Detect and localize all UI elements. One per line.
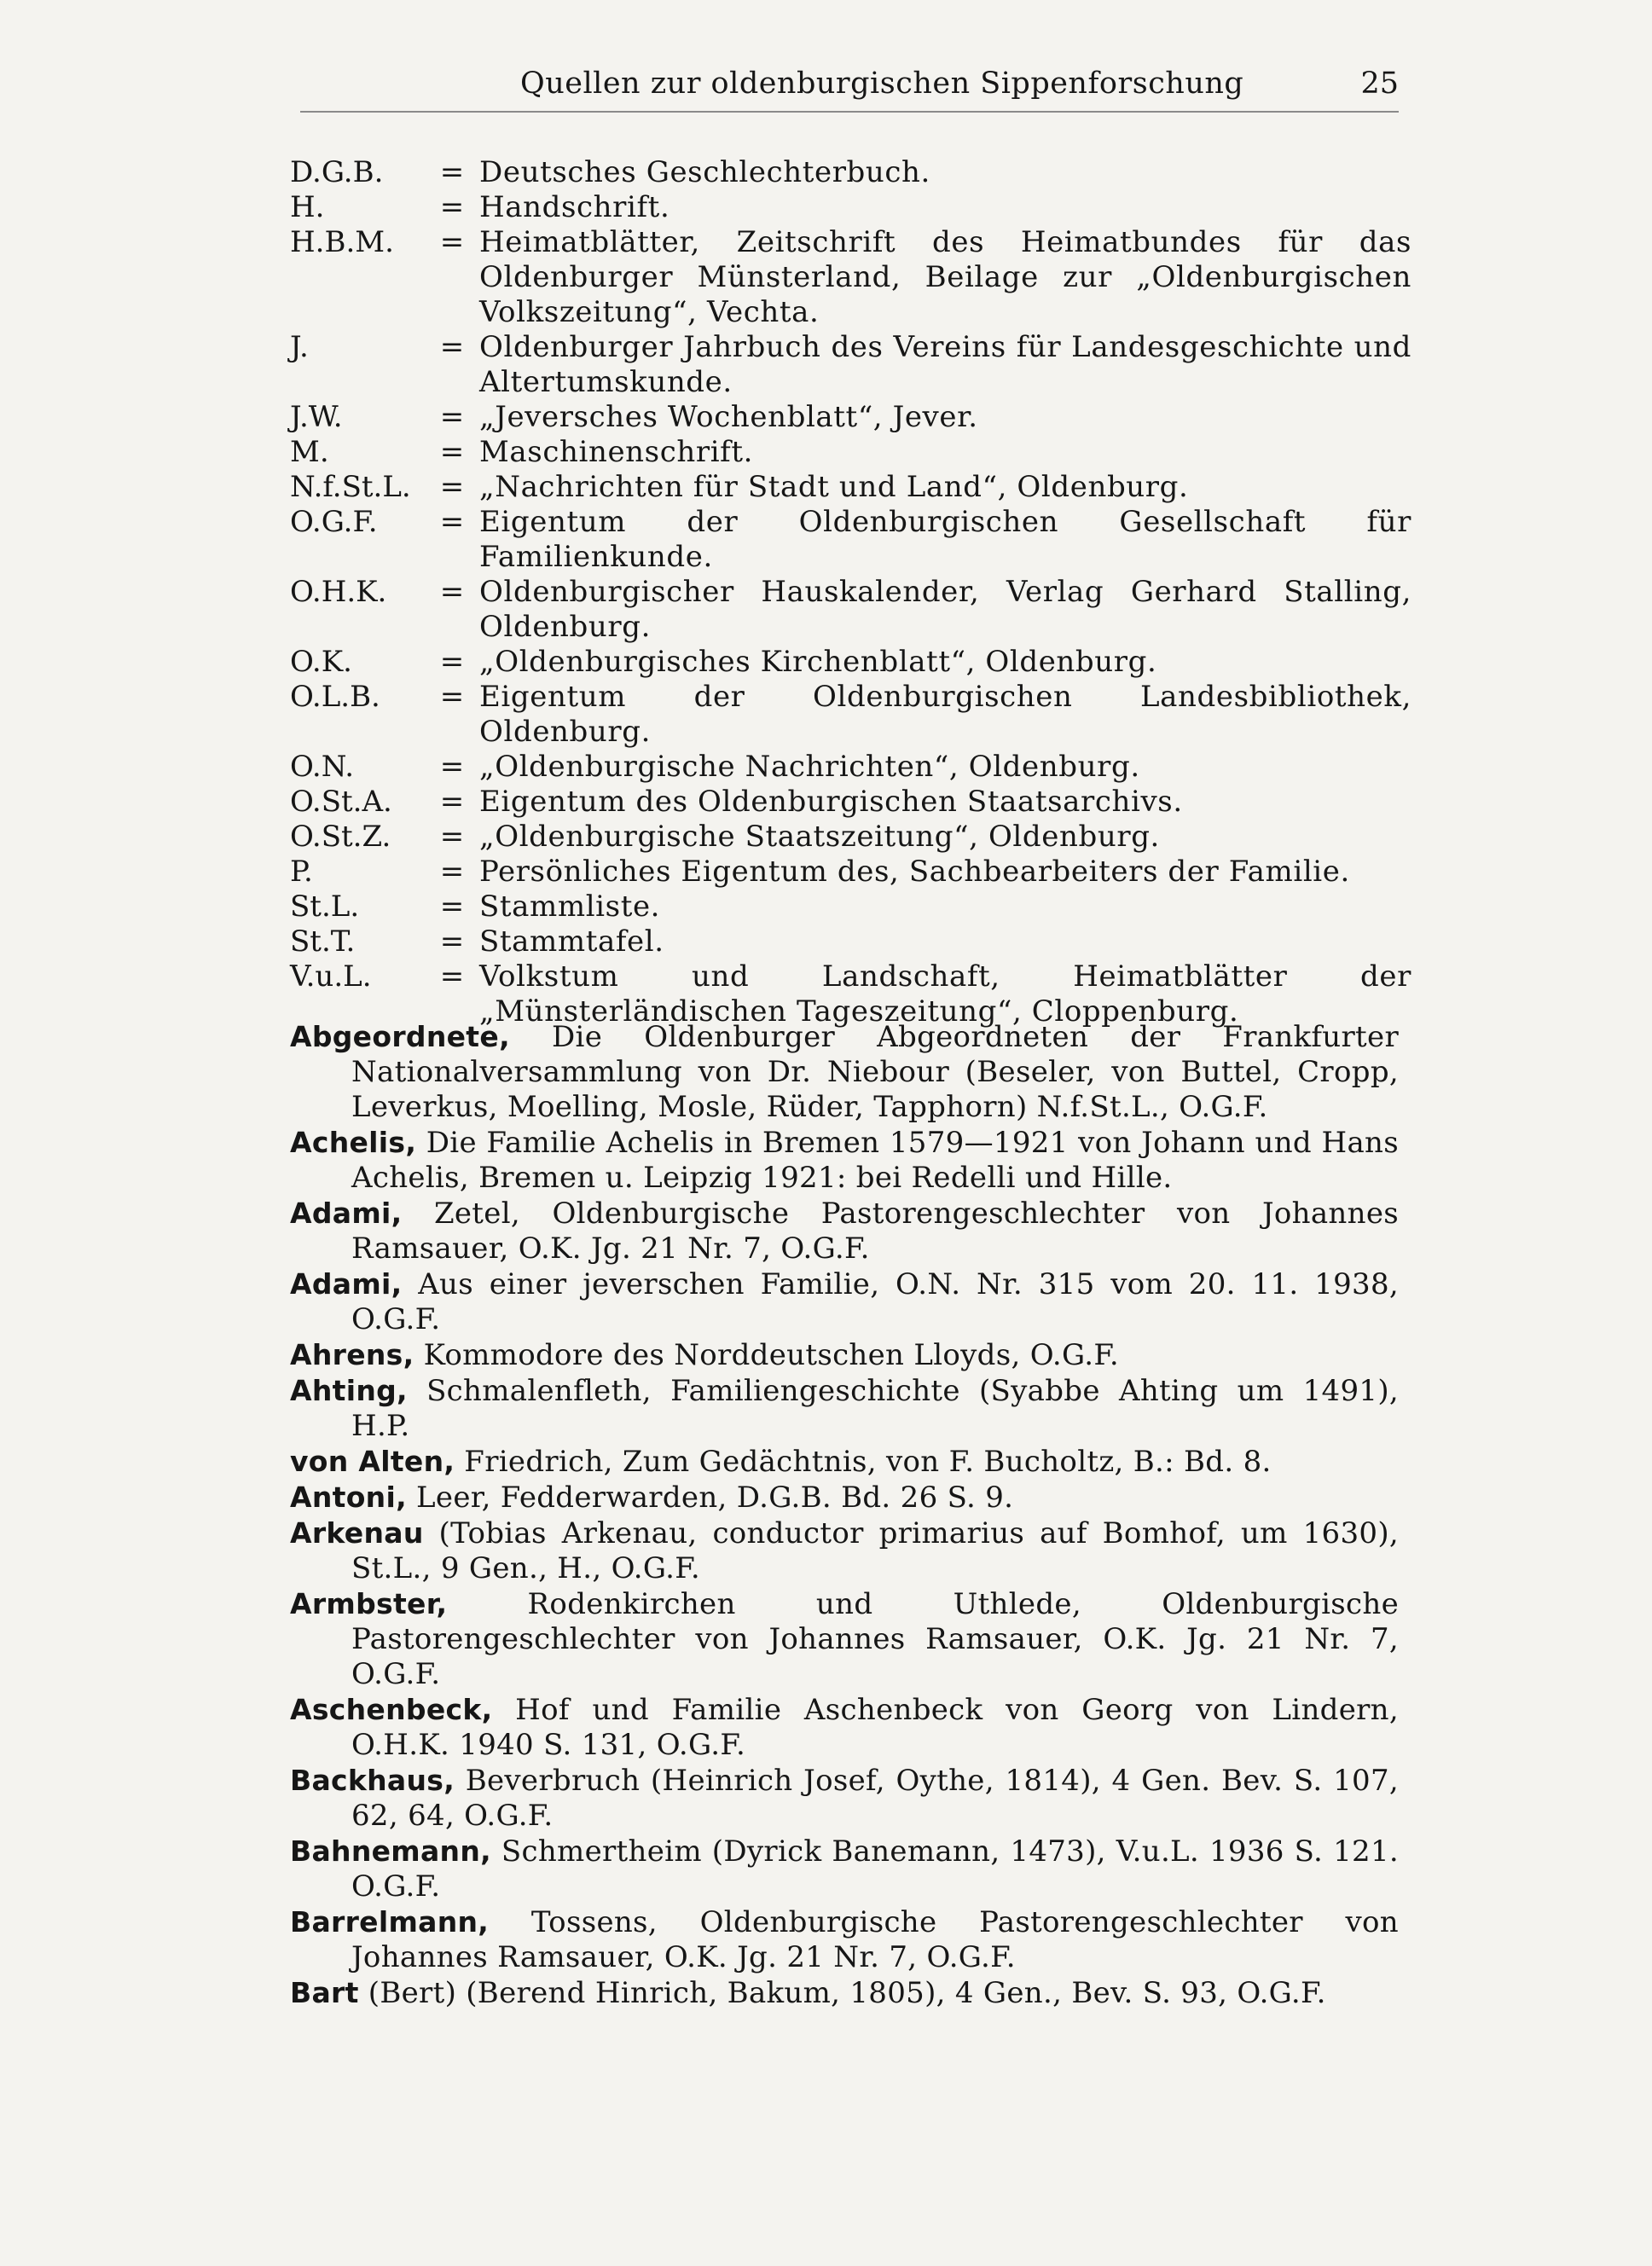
abbreviation-definition: Oldenburgischer Hauskalender, Verlag Gerhard Stalling, Oldenburg. [479,575,1411,644]
entry-keyword: von Alten, [290,1445,455,1478]
entry-keyword: Abgeordnete, [290,1020,510,1053]
entry-keyword: Ahrens, [290,1338,414,1371]
abbreviation-definition: Heimatblätter, Zeitschrift des Heimatbundes für das Oldenburger Münsterland, Beilage zur „Oldenburgischen Volkszeitung“, Vechta. [479,225,1411,329]
entry-text: (Bert) (Berend Hinrich, Bakum, 1805), 4 Gen., Bev. S. 93, O.G.F. [358,1976,1326,2010]
entry-keyword: Adami, [290,1197,403,1230]
bibliography-entry [290,1586,1399,1692]
abbreviation-row [290,785,1411,820]
bibliography-entries [290,1019,1399,2011]
equals-sign: = [439,924,465,959]
entry-text: Friedrich, Zum Gedächtnis, von F. Bucholtz, B.: Bd. 8. [455,1445,1272,1479]
entry-text: Die Familie Achelis in Bremen 1579—1921 von Johann und Hans Achelis, Bremen u. Leipzig 1921: bei Redelli und Hille. [351,1126,1399,1195]
abbreviation-key: O.K. [290,645,352,679]
entry-keyword: Aschenbeck, [290,1693,493,1726]
abbreviation-row [290,680,1411,750]
running-header [300,61,1399,113]
abbreviation-row [290,924,1411,959]
equals-sign: = [439,680,465,714]
bibliography-entry [290,1480,1399,1515]
bibliography-entry [290,1266,1399,1337]
equals-sign: = [439,505,465,539]
entry-text: Hof und Familie Aschenbeck von Georg von Lindern, O.H.K. 1940 S. 131, O.G.F. [351,1693,1399,1762]
entry-text: Schmertheim (Dyrick Banemann, 1473), V.u.L. 1936 S. 121. O.G.F. [351,1834,1399,1904]
equals-sign: = [439,575,465,609]
bibliography-entry [290,1337,1399,1373]
entry-text: Schmalenfleth, Familiengeschichte (Syabbe Ahting um 1491), H.P. [351,1374,1399,1443]
abbreviation-key: V.u.L. [290,959,372,994]
entry-keyword: Armbster, [290,1587,448,1620]
abbreviation-definition: „Jeversches Wochenblatt“, Jever. [479,400,978,434]
abbreviation-row [290,155,1411,190]
equals-sign: = [439,959,465,994]
abbreviation-key: P. [290,855,313,889]
equals-sign: = [439,890,465,924]
entry-keyword: Backhaus, [290,1764,455,1797]
equals-sign: = [439,435,465,469]
entry-text: Tossens, Oldenburgische Pastorengeschlechter von Johannes Ramsauer, O.K. Jg. 21 Nr. 7, O.G.F. [351,1905,1399,1974]
entry-text: Rodenkirchen und Uthlede, Oldenburgische Pastorengeschlechter von Johannes Ramsauer, O.K. Jg. 21 Nr. 7, O.G.F. [351,1587,1399,1691]
entry-keyword: Bart [290,1976,359,2009]
abbreviation-definition: Eigentum des Oldenburgischen Staatsarchivs. [479,785,1183,819]
abbreviation-definition: Stammliste. [479,890,661,924]
abbreviation-row [290,505,1411,575]
abbreviation-key: O.H.K. [290,575,387,609]
abbreviation-key: O.St.Z. [290,820,391,854]
entry-text: Leer, Fedderwarden, D.G.B. Bd. 26 S. 9. [406,1481,1014,1515]
abbreviation-key: O.L.B. [290,680,380,714]
abbreviation-key: D.G.B. [290,155,384,189]
abbreviation-row [290,890,1411,924]
abbreviation-key: St.T. [290,924,356,959]
equals-sign: = [439,225,465,259]
equals-sign: = [439,645,465,679]
abbreviation-row [290,645,1411,680]
abbreviation-row [290,855,1411,890]
entry-keyword: Barrelmann, [290,1905,490,1939]
abbreviation-row [290,435,1411,470]
bibliography-entry [290,1904,1399,1975]
abbreviation-row [290,330,1411,400]
equals-sign: = [439,330,465,364]
bibliography-entry [290,1125,1399,1196]
abbreviation-list [290,155,1411,1029]
running-title: Quellen zur oldenburgischen Sippenforschung [520,67,1244,101]
abbreviation-definition: Stammtafel. [479,924,664,959]
equals-sign: = [439,785,465,819]
entry-keyword: Adami, [290,1267,403,1301]
entry-keyword: Bahnemann, [290,1834,491,1868]
abbreviation-definition: Maschinenschrift. [479,435,754,469]
bibliography-entry [290,1515,1399,1586]
bibliography-entry [290,1373,1399,1444]
abbreviation-row [290,400,1411,435]
equals-sign: = [439,470,465,504]
abbreviation-row [290,820,1411,855]
abbreviation-key: N.f.St.L. [290,470,411,504]
entry-keyword: Ahting, [290,1374,408,1407]
equals-sign: = [439,400,465,434]
abbreviation-definition: „Oldenburgisches Kirchenblatt“, Oldenburg. [479,645,1157,679]
bibliography-entry [290,1019,1399,1125]
abbreviation-definition: „Oldenburgische Nachrichten“, Oldenburg. [479,750,1140,784]
equals-sign: = [439,190,465,224]
abbreviation-row [290,470,1411,505]
abbreviation-key: M. [290,435,329,469]
bibliography-entry [290,1444,1399,1480]
abbreviation-key: J.W. [290,400,343,434]
bibliography-entry [290,1763,1399,1834]
entry-keyword: Arkenau [290,1516,424,1550]
abbreviation-row [290,225,1411,330]
abbreviation-key: H.B.M. [290,225,394,259]
abbreviation-definition: Eigentum der Oldenburgischen Gesellschaft für Familienkunde. [479,505,1411,574]
entry-keyword: Achelis, [290,1126,417,1159]
entry-keyword: Antoni, [290,1481,407,1514]
entry-text: (Tobias Arkenau, conductor primarius auf Bomhof, um 1630), St.L., 9 Gen., H., O.G.F. [351,1516,1399,1585]
abbreviation-row [290,575,1411,645]
abbreviation-key: H. [290,190,325,224]
abbreviation-definition: „Nachrichten für Stadt und Land“, Oldenburg. [479,470,1189,504]
bibliography-entry [290,1834,1399,1904]
equals-sign: = [439,820,465,854]
abbreviation-definition: Deutsches Geschlechterbuch. [479,155,930,189]
entry-text: Die Oldenburger Abgeordneten der Frankfurter Nationalversammlung von Dr. Niebour (Beseler, von Buttel, Cropp, Leverkus, Moelling, Mosle, Rüder, Tapphorn) N.f.St.L., O.G.F. [351,1020,1399,1124]
abbreviation-definition: Volkstum und Landschaft, Heimatblätter der „Münsterländischen Tageszeitung“, Cloppenburg. [479,959,1411,1029]
abbreviation-row [290,190,1411,225]
abbreviation-key: O.St.A. [290,785,392,819]
page-number: 25 [1360,67,1399,101]
abbreviation-key: St.L. [290,890,360,924]
equals-sign: = [439,155,465,189]
bibliography-entry [290,1975,1399,2011]
entry-text: Zetel, Oldenburgische Pastorengeschlechter von Johannes Ramsauer, O.K. Jg. 21 Nr. 7, O.G.F. [351,1197,1399,1266]
abbreviation-row [290,750,1411,785]
abbreviation-definition: „Oldenburgische Staatszeitung“, Oldenburg. [479,820,1160,854]
bibliography-entry [290,1692,1399,1763]
abbreviation-key: O.N. [290,750,355,784]
equals-sign: = [439,750,465,784]
entry-text: Beverbruch (Heinrich Josef, Oythe, 1814), 4 Gen. Bev. S. 107, 62, 64, O.G.F. [351,1764,1399,1833]
abbreviation-key: O.G.F. [290,505,378,539]
bibliography-entry [290,1196,1399,1266]
entry-text: Kommodore des Norddeutschen Lloyds, O.G.F. [414,1338,1120,1372]
abbreviation-definition: Handschrift. [479,190,670,224]
equals-sign: = [439,855,465,889]
abbreviation-key: J. [290,330,309,364]
abbreviation-definition: Oldenburger Jahrbuch des Vereins für Landesgeschichte und Altertumskunde. [479,330,1411,399]
abbreviation-definition: Persönliches Eigentum des, Sachbearbeiters der Familie. [479,855,1350,889]
entry-text: Aus einer jeverschen Familie, O.N. Nr. 315 vom 20. 11. 1938, O.G.F. [351,1267,1399,1336]
abbreviation-definition: Eigentum der Oldenburgischen Landesbibliothek, Oldenburg. [479,680,1411,749]
